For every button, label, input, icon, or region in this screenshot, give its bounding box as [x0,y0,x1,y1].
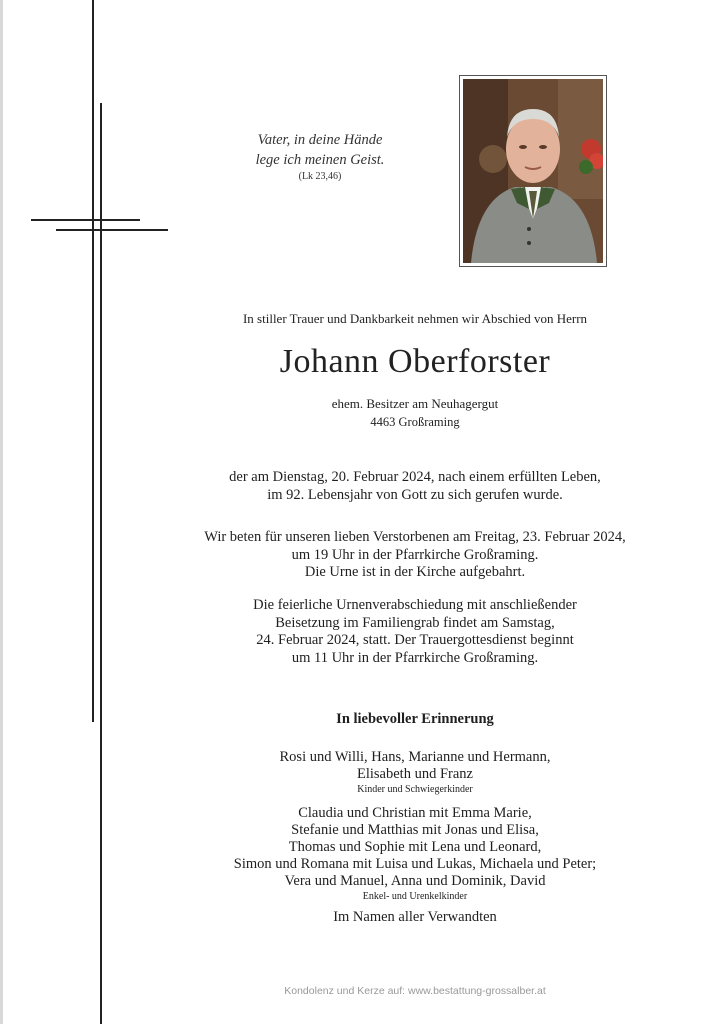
deceased-name: Johann Oberforster [279,343,551,380]
left-border-line [92,0,94,722]
deceased-address: 4463 Großraming [370,415,460,429]
family-line: Simon und Romana mit Luisa und Lukas, Michaela und Peter; [233,856,597,872]
cross-top-beam [31,219,140,221]
paragraph-line: 24. Februar 2024, statt. Der Trauergottesdienst beginnt [256,632,574,648]
condolence-footer: Kondolenz und Kerze auf: www.bestattung-grossalber.at [284,985,546,997]
paragraph-line: Wir beten für unseren lieben Verstorbenen am Freitag, 23. Februar 2024, [204,529,626,545]
quote-line: Vater, in deine Hände [257,132,383,148]
closing-text: Im Namen aller Verwandten [333,909,497,925]
family-caption: Kinder und Schwiegerkinder [357,784,473,795]
deceased-title: ehem. Besitzer am Neuhagergut [331,396,499,411]
paragraph-line: um 11 Uhr in der Pfarrkirche Großraming. [291,649,539,666]
family-line: Stefanie und Matthias mit Jonas und Elisa, [291,822,539,838]
portrait-image [463,79,603,263]
family-line: Thomas und Sophie mit Lena und Leonard, [288,839,542,855]
paragraph-line: Die feierliche Urnenverabschiedung mit anschließender [253,597,577,613]
family-caption: Enkel- und Urenkelkinder [362,891,468,902]
bible-quote [220,130,420,184]
paragraph-line: Die Urne ist in der Kirche aufgebahrt. [304,564,526,580]
cross-vertical-bar [100,103,102,1024]
funeral-paragraph [120,597,710,667]
quote-line: lege ich meinen Geist. [255,152,385,168]
portrait-photo [459,75,607,267]
family-line: Rosi und Willi, Hans, Marianne und Hermann, [279,749,551,765]
family-line: Vera und Manuel, Anna und Dominik, David [284,873,546,889]
page-edge [0,0,3,1024]
family-group-children [120,749,710,796]
family-line: Claudia und Christian mit Emma Marie, [298,805,532,821]
family-line: Elisabeth und Franz [357,766,473,782]
paragraph-line: der am Dienstag, 20. Februar 2024, nach einem erfüllten Leben, [229,469,601,485]
prayer-paragraph [120,529,710,582]
intro-text: In stiller Trauer und Dankbarkeit nehmen wir Abschied von Herrn [242,311,588,326]
family-group-grandchildren [120,805,710,903]
death-notice-paragraph [120,469,710,504]
memory-heading: In liebevoller Erinnerung [336,711,494,727]
paragraph-line: im 92. Lebensjahr von Gott zu sich gerufen wurde. [267,486,563,503]
paragraph-line: um 19 Uhr in der Pfarrkirche Großraming. [291,546,539,563]
cross-bottom-beam [56,229,168,231]
paragraph-line: Beisetzung im Familiengrab findet am Samstag, [275,614,555,631]
quote-reference: (Lk 23,46) [298,171,342,182]
